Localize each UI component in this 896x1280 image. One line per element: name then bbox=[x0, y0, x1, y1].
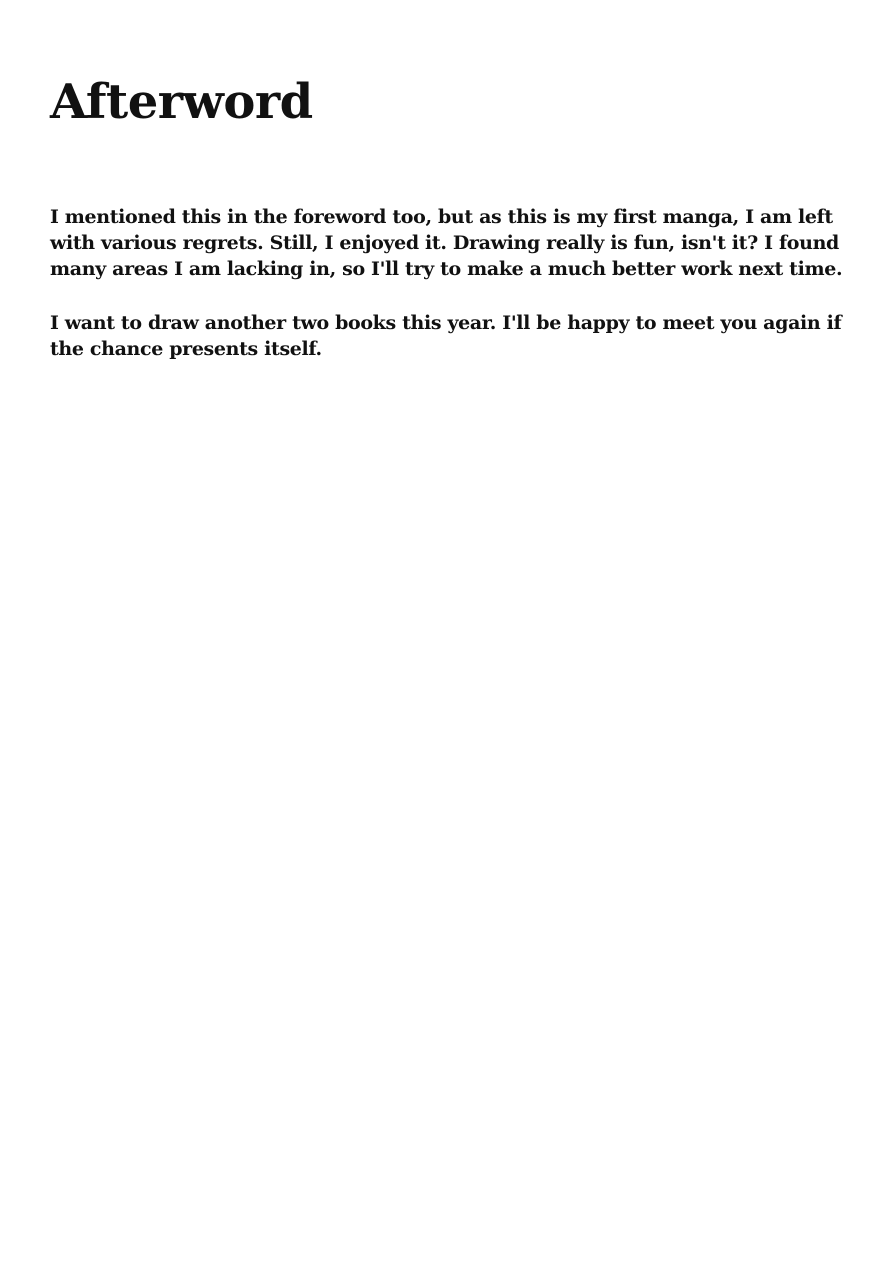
paragraph-1: I mentioned this in the foreword too, but as this is my first manga, I am left with various regrets. Still, I enjoyed it. Drawing really is fun, isn't it? I found many areas I am lacking in, so I'll try to make a much better work next time. bbox=[50, 206, 843, 280]
document-page bbox=[50, 0, 856, 1280]
page-title: Afterword bbox=[50, 74, 313, 130]
paragraph-2: I want to draw another two books this year. I'll be happy to meet you again if the chance presents itself. bbox=[50, 312, 842, 360]
body-text bbox=[50, 204, 856, 362]
